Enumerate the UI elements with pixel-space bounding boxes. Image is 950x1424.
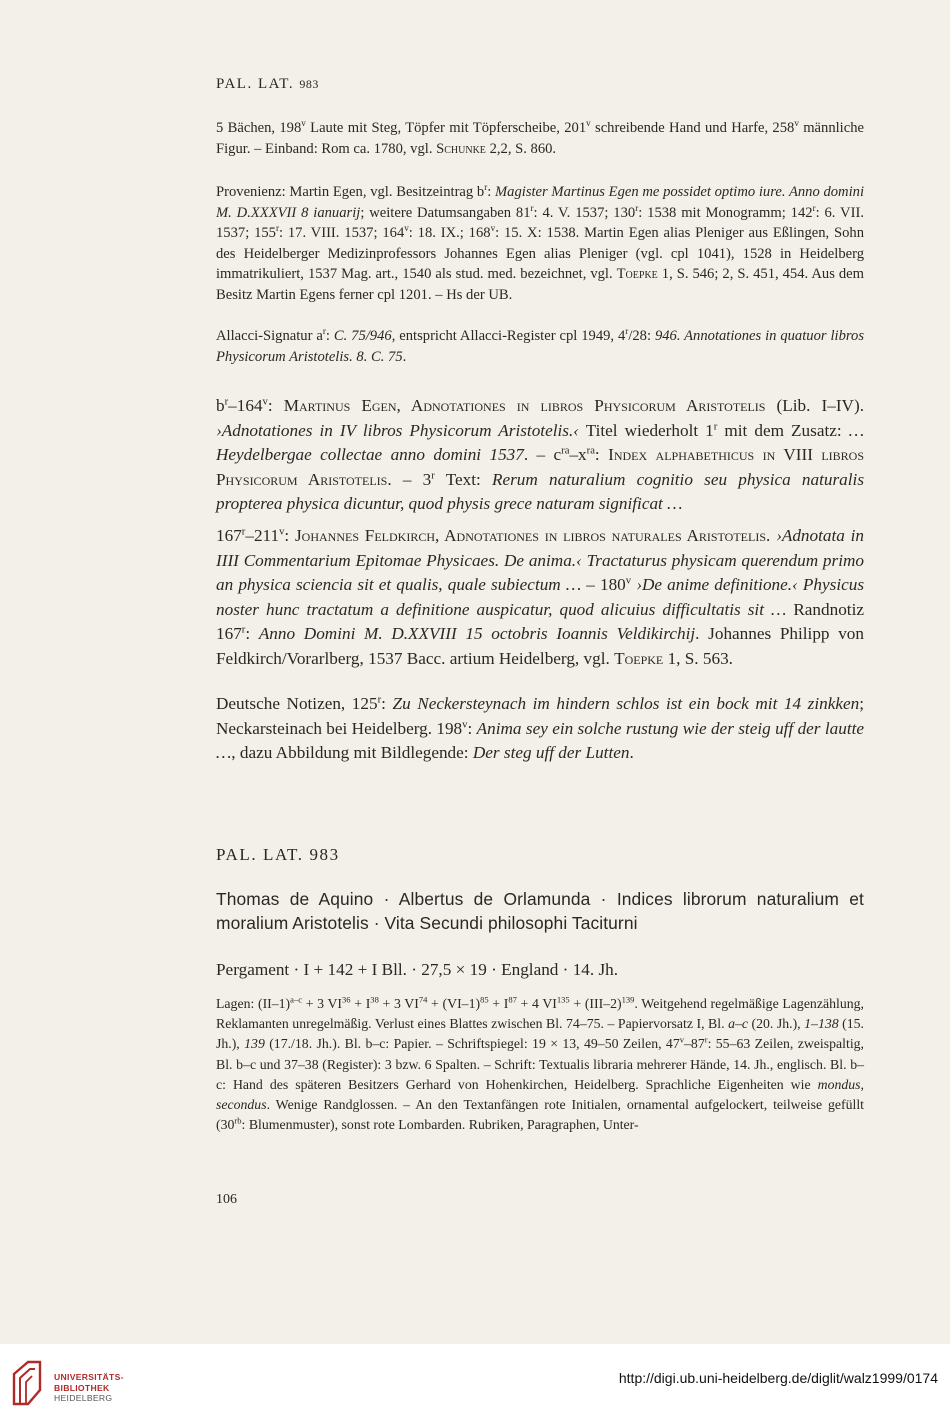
paragraph-german-notes: Deutsche Notizen, 125$^r$: Zu Neckersteynach im hindern schlos ist ein bock mit 14 zinkken; Neckarsteinach bei Heidelberg. 198$^v$: Anima sey ein solche rustung wie der steig uff der lautte …, dazu Abbildung mit Bildlegende: Der steg uff der Lutten. xyxy=(216,694,865,762)
paragraph-provenance: Provenienz: Martin Egen, vgl. Besitzeintrag $b^r$: Magister Martinus Egen me possidet optimo iure. Anno domini M. D.XXXVII 8 ianuarij; weitere Datumsangaben 81$^r$: 4. V. 1537; 130$^r$: 1538 mit Monogramm; 142$^r$: 6. VII. 1537; 155$^r$: 17. VIII. 1537; 164$^v$: 18. IX.; 168$^v$: 15. X: 1538. Martin Egen alias Pleniger aus Eßlingen, Sohn des Heidelberger Medizinprofessors Johannes Egen alias Pleniger (vgl. cpl 1041), 1528 in Heidelberg immatrikuliert, 1537 Mag. art., 1540 als stud. med. bezeichnet, vgl. Toepke 1, S. 546; 2, S. 451, 454. Aus dem Besitz Martin Egens ferner cpl 1201. – Hs der UB. xyxy=(216,182,865,303)
section-heading: PAL. LAT. 983 xyxy=(216,845,340,864)
codex-meta-line: Pergament · I + 142 + I Bll. · 27,5 × 19 · England · 14. Jh. xyxy=(216,960,619,979)
footer-bar xyxy=(0,1344,950,1424)
library-logo-icon xyxy=(10,1360,44,1406)
page-number: 106 xyxy=(216,1192,237,1207)
paragraph-illustrations: 5 Bächen, 198$^v$ Laute mit Steg, Töpfer mit Töpferscheibe, 201$^v$ schreibende Hand und Harfe, 258$^v$ männliche Figur. – Einband: Rom ca. 1780, vgl. Schunke 2,2, S. 860. xyxy=(216,118,864,157)
source-url: http://digi.ub.uni-heidelberg.de/diglit/walz1999/0174 xyxy=(618,1370,938,1386)
paragraph-content-egen: $b^r-164^v$: Martinus Egen, Adnotationes in libros Physicorum Aristotelis (Lib. I–IV). ›Adnotationes in IV libros Physicorum Aristotelis.‹ Titel wiederholt 1$^r$ mit dem Zusatz: … Heydelbergae collectae anno domini 1537. – $c^{ra}-x^{ra}$: Index alphabethicus in VIII libros Physicorum Aristotelis. – 3$^r$ Text: Rerum naturalium cognitio seu physica naturalis propterea physica dicuntur, quod physis grece naturam significat … xyxy=(216,396,865,513)
paragraph-collation: Lagen: $(II-1)^{a-c} + 3$ $VI^{36} + I^{38} + 3$ $VI^{74} + (VI-1)^{85} + I^{87} + 4$ $VI^{135} + (III-2)^{139}$. Weitgehend regelmäßige Lagenzählung, Reklamanten unregelmäßig. Verlust eines Blattes zwischen Bl. 74–75. – Papiervorsatz I, Bl. a–c (20. Jh.), 1–138 (15. Jh.), 139 (17./18. Jh.). Bl. b–c: Papier. – Schriftspiegel: 19 × 13, 49–50 Zeilen, 47$^v$–87$^r$: 55–63 Zeilen, zweispaltig, Bl. b–c und 37–38 (Register): 3 bzw. 6 Spalten. – Schrift: Textualis libraria mehrerer Hände, 14. Jh., englisch. Bl. b–c: Hand des späteren Besitzers Gerhard von Hohenkirchen, Heidelberg. Sprachliche Eigenheiten wie mondus, secondus. Wenige Randglossen. – An den Textanfängen rote Initialen, ornamental aufgelockert, teilweise gefüllt ($30^{rb}$: Blumenmuster), sonst rote Lombarden. Rubriken, Paragraphen, Unter- xyxy=(216,994,864,1133)
running-head: PAL. LAT. 983 xyxy=(216,76,319,92)
library-logo-text: UNIVERSITÄTS- BIBLIOTHEK HEIDELBERG xyxy=(54,1372,124,1404)
paragraph-content-feldkirch: 167$^r$–211$^v$: Johannes Feldkirch, Adnotationes in libros naturales Aristotelis. ›Adnotata in IIII Commentarium Epitomae Physicaes. De anima.‹ Tractaturus physicam querendum primo an physica sciencia sit et qualis, quale subiectum … – 180$^v$ ›De anime definitione.‹ Physicus noster hunc tractatum a definitione auspicatur, quod alicuius difficultatis sit … Randnotiz 167$^r$: Anno Domini M. D.XXVIII 15 octobris Ioannis Veldikirchij. Johannes Philipp von Feldkirch/Vorarlberg, 1537 Bacc. artium Heidelberg, vgl. Toepke 1, S. 563. xyxy=(216,526,865,668)
paragraph-allacci: Allacci-Signatur $a^r$: C. 75/946, entspricht Allacci-Register cpl 1949, 4$^r$/28: 946. Annotationes in quatuor libros Physicorum Aristotelis. 8. C. 75. xyxy=(216,326,864,365)
work-title: Thomas de Aquino · Albertus de Orlamunda · Indices librorum naturalium et moralium Aristotelis · Vita Secundi philosophi Taciturni xyxy=(216,889,864,933)
